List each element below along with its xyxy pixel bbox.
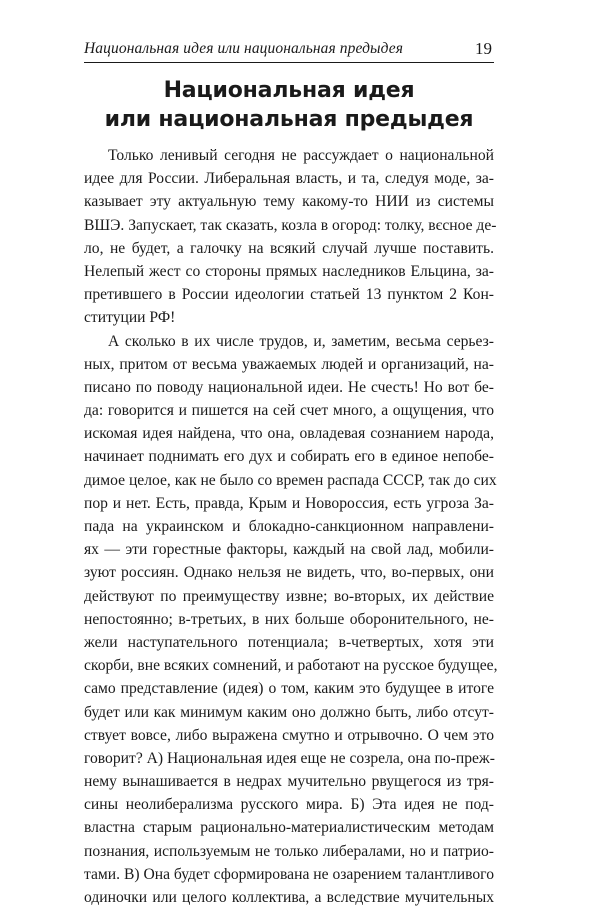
text-line: пор и нет. Есть, правда, Крым и Новороссия, есть угроза За-: [84, 492, 494, 515]
chapter-title-line-2: или национальная предыдея: [84, 105, 494, 134]
running-header: [84, 38, 494, 63]
text-line: ствует вовсе, либо выражена смутно и отрывочно. О чем это: [84, 724, 494, 747]
text-line: претившего в России идеологии статьей 13 пунктом 2 Кон-: [84, 283, 494, 306]
text-line: одиночки или целого коллектива, а вследствие мучительных: [84, 886, 494, 909]
text-line: действуют по преимуществу извне; во-вторых, их действие: [84, 585, 494, 608]
text-line: искомая идея найдена, что она, овладевая сознанием народа,: [84, 422, 494, 445]
text-line: сины неолиберализма русского мира. Б) Эта идея не под-: [84, 793, 494, 816]
text-line: говорит? А) Национальная идея еще не созрела, она по-преж-: [84, 747, 494, 770]
paragraph-2: [84, 330, 494, 909]
text-line: пада на украинском и блокадно-санкционном направлени-: [84, 515, 494, 538]
paragraph-1: [84, 144, 494, 330]
text-line: писано по поводу национальной идеи. Не счесть! Но вот бе-: [84, 376, 494, 399]
text-line: начинает поднимать его дух и собирать его в единое непобе-: [84, 445, 494, 468]
page-number: 19: [475, 39, 492, 59]
body-text: [84, 144, 494, 909]
text-line: ло, не будет, а галочку на всякий случай лучше поставить.: [84, 237, 494, 260]
text-line: познания, используемым не только либералами, но и патрио-: [84, 840, 494, 863]
text-line: ВШЭ. Запускает, так сказать, козла в огород: толку, вєсное де-: [84, 214, 494, 237]
chapter-title: [84, 76, 494, 134]
text-line: идее для России. Либеральная власть, и та, следуя моде, за-: [84, 167, 494, 190]
text-line: Только ленивый сегодня не рассуждает о национальной: [84, 144, 494, 167]
text-line: димое целое, как не было со времен распада СССР, так до сих: [84, 469, 494, 492]
text-line: скорби, вне всяких сомнений, и работают на русское будущее,: [84, 654, 494, 677]
text-line: ях — эти горестные факторы, каждый на свой лад, мобили-: [84, 538, 494, 561]
text-line: непостоянно; в-третьих, в них больше оборонительного, не-: [84, 608, 494, 631]
chapter-title-line-1: Национальная идея: [84, 76, 494, 105]
text-line: тами. В) Она будет сформирована не озарением талантливого: [84, 863, 494, 886]
text-line: зуют россиян. Однако нельзя не видеть, что, во-первых, они: [84, 561, 494, 584]
text-line: жели наступательного потенциала; в-четвертых, хотя эти: [84, 631, 494, 654]
text-line: властна старым рационально-материалистическим методам: [84, 816, 494, 839]
text-line: будет или как минимум каким оно должно быть, либо отсут-: [84, 701, 494, 724]
text-line: Нелепый жест со стороны прямых наследников Ельцина, за-: [84, 260, 494, 283]
text-line: само представление (идея) о том, каким это будущее в итоге: [84, 677, 494, 700]
text-line: ных, притом от весьма уважаемых людей и организаций, на-: [84, 353, 494, 376]
running-title: Национальная идея или национальная предыдея: [84, 40, 403, 58]
text-line: нему вынашивается в недрах мучительно рвущегося из тря-: [84, 770, 494, 793]
text-line: да: говорится и пишется на сей счет много, а ощущения, что: [84, 399, 494, 422]
text-line: казывает эту актуальную тему какому-то НИИ из системы: [84, 190, 494, 213]
text-line: ституции РФ!: [84, 306, 494, 329]
text-line: А сколько в их числе трудов, и, заметим, весьма серьез-: [84, 330, 494, 353]
